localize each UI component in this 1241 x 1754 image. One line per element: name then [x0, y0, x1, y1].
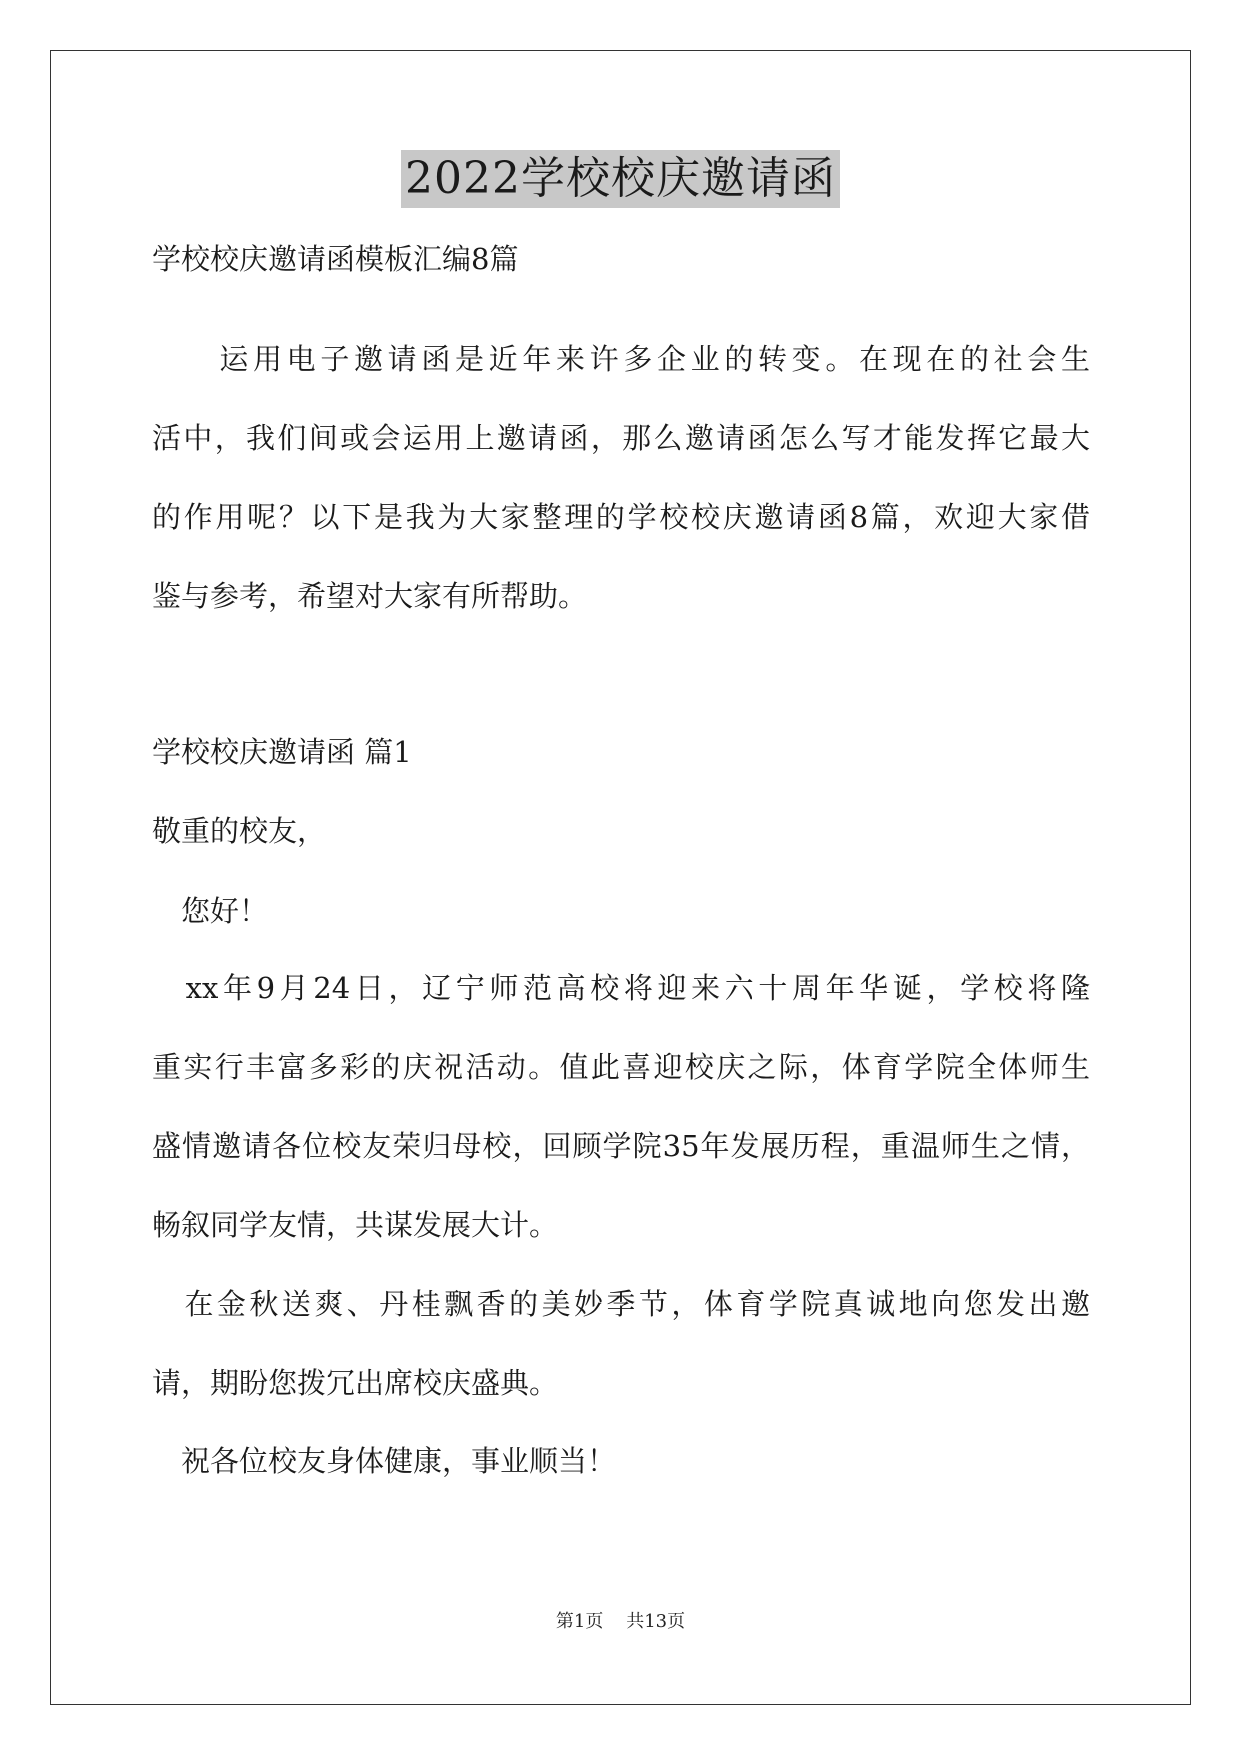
body-line-7: 祝各位校友身体健康，事业顺当！	[152, 1444, 617, 1478]
body-line-4: 畅叙同学友情，共谋发展大计。	[152, 1208, 559, 1242]
title-container	[0, 150, 1241, 208]
document-title: 2022学校校庆邀请函	[401, 150, 840, 208]
intro-line-2: 活中，我们间或会运用上邀请函，那么邀请函怎么写才能发挥它最大	[152, 421, 1090, 455]
page-number: 第1页	[555, 1611, 604, 1632]
intro-line-4: 鉴与参考，希望对大家有所帮助。	[152, 579, 588, 613]
body-line-1: xx年9月24日，辽宁师范高校将迎来六十周年华诞，学校将隆	[152, 971, 1090, 1005]
body-line-6: 请，期盼您拨冗出席校庆盛典。	[152, 1366, 559, 1400]
section-heading: 学校校庆邀请函 篇1	[152, 735, 412, 769]
salutation: 敬重的校友，	[152, 814, 327, 848]
body-line-3: 盛情邀请各位校友荣归母校，回顾学院35年发展历程，重温师生之情，	[152, 1129, 1090, 1163]
body-line-2: 重实行丰富多彩的庆祝活动。值此喜迎校庆之际，体育学院全体师生	[152, 1050, 1090, 1084]
intro-line-3: 的作用呢？以下是我为大家整理的学校校庆邀请函8篇，欢迎大家借	[152, 500, 1090, 534]
document-subtitle: 学校校庆邀请函模板汇编8篇	[152, 242, 519, 276]
page-total: 共13页	[626, 1611, 686, 1632]
body-line-5: 在金秋送爽、丹桂飘香的美妙季节，体育学院真诚地向您发出邀	[152, 1287, 1090, 1321]
page-footer	[0, 1610, 1241, 1634]
intro-line-1: 运用电子邀请函是近年来许多企业的转变。在现在的社会生	[152, 342, 1090, 376]
greeting: 您好！	[152, 894, 269, 928]
